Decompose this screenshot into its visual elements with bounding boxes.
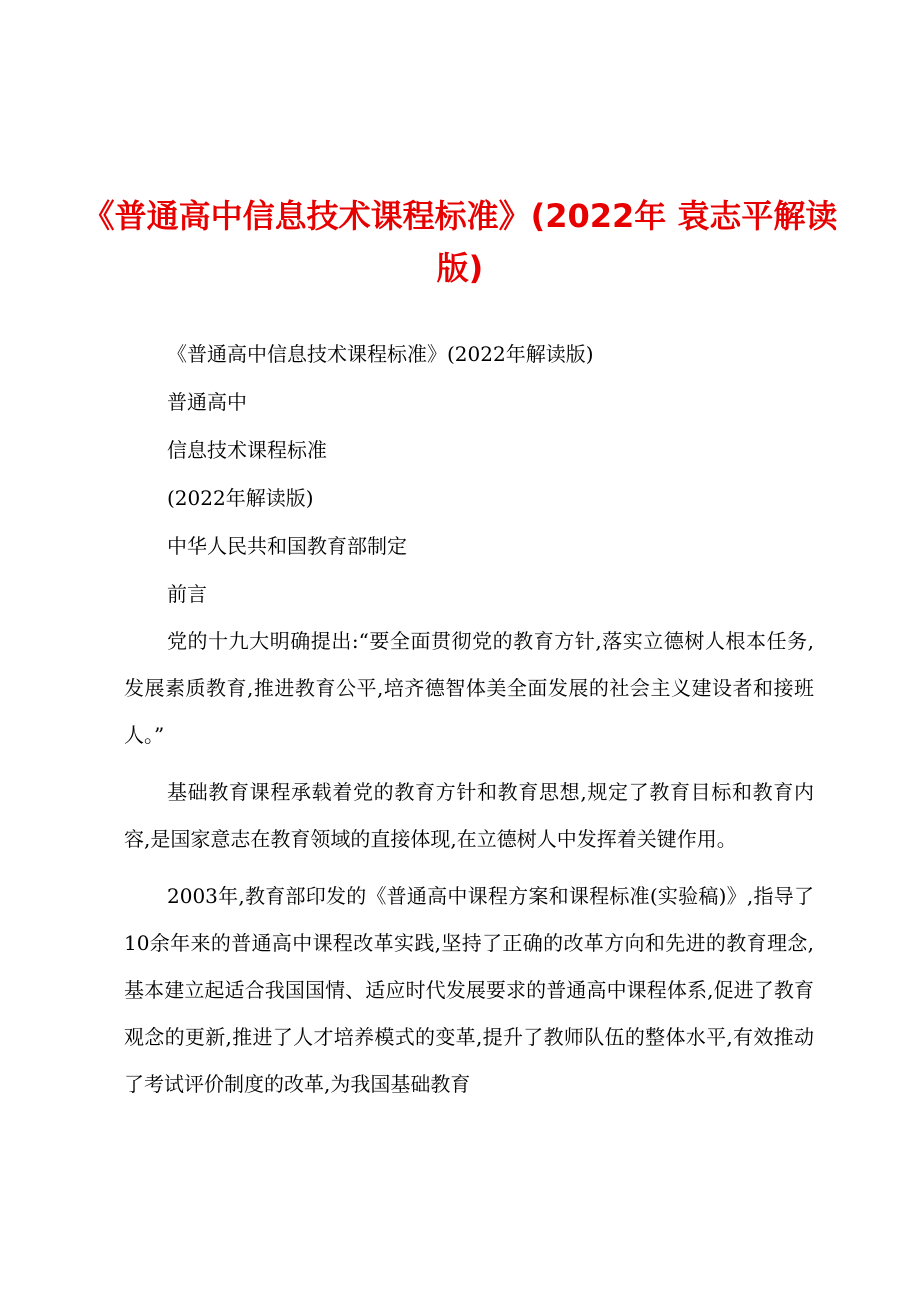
- document-body: [124, 330, 814, 1118]
- section-heading-preface: 前言: [167, 582, 207, 606]
- subtitle-line: 《普通高中信息技术课程标准》(2022年解读版): [167, 342, 594, 366]
- cover-line-subject: 信息技术课程标准: [167, 438, 327, 462]
- cover-line-issuer: 中华人民共和国教育部制定: [167, 534, 407, 558]
- body-paragraph: 党的十九大明确提出:“要全面贯彻党的教育方针,落实立德树人根本任务,发展素质教育,推进教育公平,培齐德智体美全面发展的社会主义建设者和接班人。”: [124, 629, 814, 747]
- body-paragraph: 基础教育课程承载着党的教育方针和教育思想,规定了教育目标和教育内容,是国家意志在教育领域的直接体现,在立德树人中发挥着关键作用。: [124, 780, 814, 851]
- cover-line-edition: (2022年解读版): [167, 486, 314, 510]
- document-title: 《普通高中信息技术课程标准》(2022年 袁志平解读版): [82, 197, 838, 287]
- cover-line-level: 普通高中: [167, 390, 247, 414]
- body-paragraph: 2003年,教育部印发的《普通高中课程方案和课程标准(实验稿)》,指导了10余年来的普通高中课程改革实践,坚持了正确的改革方向和先进的教育理念,基本建立起适合我国国情、适应时代发展要求的普通高中课程体系,促进了教育观念的更新,推进了人才培养模式的变革,提升了教师队伍的整体水平,有效推动了考试评价制度的改革,为我国基础教育: [124, 884, 814, 1096]
